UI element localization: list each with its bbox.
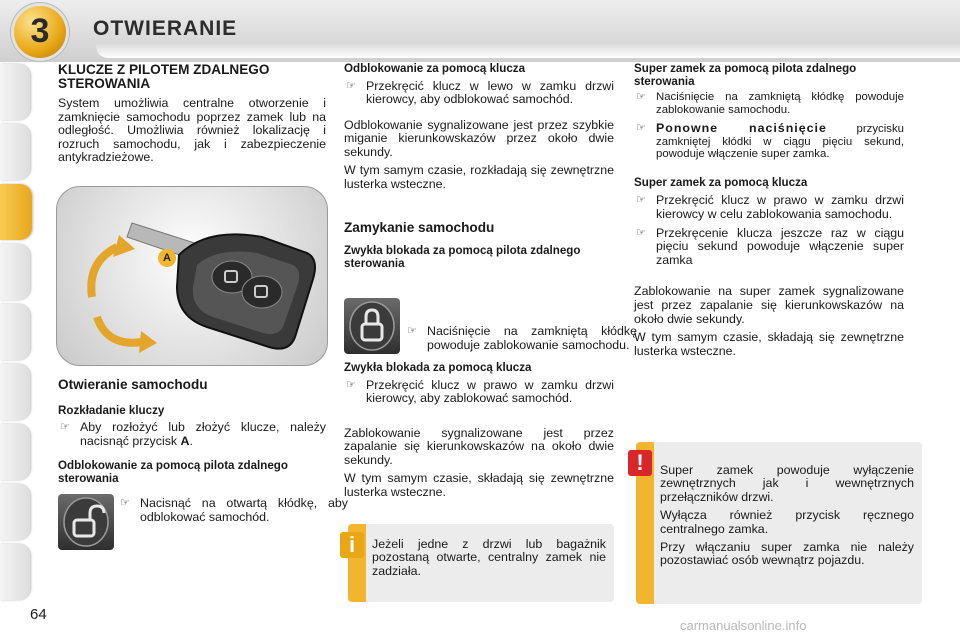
info-icon: i <box>340 532 364 558</box>
lock-signal-text: Zablokowanie sygnalizowane jest przez zapalanie się kierunkowskazów na około dwie sekundy. <box>344 425 614 467</box>
super-key-text-1: Przekręcić klucz w prawo w zamku drzwi kierowcy w celu zablokowania samochodu. <box>656 193 904 222</box>
bullet-icon: ☞ <box>636 226 646 239</box>
info-note-text: Jeżeli jedne z drzwi lub bagażnik pozostaną otwarte, centralny zamek nie zadziała. <box>372 537 606 578</box>
page-title: OTWIERANIE <box>93 17 238 40</box>
bullet-icon: ☞ <box>636 122 646 135</box>
bullet-icon: ☞ <box>636 91 646 103</box>
left-column <box>58 63 326 165</box>
chapter-tab-9[interactable] <box>0 544 30 600</box>
chapter-tab-5[interactable] <box>0 304 30 360</box>
super-remote-item-1 <box>634 91 904 116</box>
warning-note-text-2: Wyłącza również przycisk ręcznego centralnego zamka. <box>660 508 914 536</box>
super-remote-text-2: przycisku zamkniętej kłódki w ciągu pięciu sekund, powoduje włączenie super zamka. <box>656 123 905 161</box>
simple-remote-lock-item <box>405 325 637 352</box>
key-unlock-text: Przekręcić klucz w lewo w zamku drzwi kierowcy, aby odblokować samochód. <box>366 78 614 107</box>
bullet-icon: ☞ <box>120 497 130 509</box>
info-note <box>348 524 614 602</box>
open-padlock-icon <box>58 494 114 550</box>
bullet-icon: ☞ <box>636 194 646 207</box>
super-remote-text-1: Naciśnięcie na zamkniętą kłódkę powoduje zablokowanie samochodu. <box>656 91 904 116</box>
heading-key-unlock: Odblokowanie za pomocą klucza <box>344 62 526 75</box>
warning-icon: ! <box>628 450 652 476</box>
heading-super-key: Super zamek za pomocą klucza <box>634 175 808 189</box>
super-mirrors-text: W tym samym czasie, składają się zewnętrzne lusterka wsteczne. <box>634 330 904 358</box>
warning-note <box>636 442 922 604</box>
intro-paragraph: System umożliwia centralne otworzenie i zamknięcie samochodu poprzez zamek lub na odległość. Umożliwia również lokalizację i rozruch samochodu, jak i zabezpieczenie antykradzieżowe. <box>58 96 326 165</box>
closed-padlock-button-photo <box>344 298 400 354</box>
super-remote-text-2-bold: Ponowne naciśnięcie <box>656 121 827 136</box>
watermark: carmanualsonline.info <box>680 618 807 633</box>
unlock-signal-text: Odblokowanie sygnalizowane jest przez szybkie miganie kierunkowskazów przez około dwie sekundy. <box>344 117 614 159</box>
heading-simple-key-lock: Zwykła blokada za pomocą klucza <box>344 361 532 374</box>
header-underline <box>96 44 960 58</box>
heading-simple-remote-lock: Zwykła blokada za pomocą pilota zdalnego sterowania <box>344 244 581 270</box>
super-signal-text: Zablokowanie na super zamek sygnalizowane jest przez zapalanie się kierunkowskazów na około dwie sekundy. <box>634 284 904 326</box>
heading-open-car: Otwieranie samochodu <box>58 377 208 392</box>
closed-padlock-icon <box>344 298 400 354</box>
super-key-item-1 <box>634 194 904 221</box>
key-button-a-label: A <box>158 249 176 267</box>
chapter-badge <box>14 6 66 58</box>
chapter-tab-3-active[interactable] <box>0 184 32 240</box>
super-remote-item-2 <box>634 122 904 161</box>
simple-key-lock-item <box>344 379 614 406</box>
middle-column <box>344 63 614 270</box>
bullet-icon: ☞ <box>346 79 356 92</box>
key-fob-illustration <box>57 187 327 365</box>
simple-remote-lock-text: Naciśnięcie na zamkniętą kłódkę powoduje zablokowanie samochodu. <box>427 324 637 352</box>
remote-unlock-item <box>118 497 348 524</box>
left-column-lower <box>58 378 326 485</box>
open-padlock-button-photo <box>58 494 114 550</box>
bullet-icon: ☞ <box>407 325 417 338</box>
chapter-tab-1[interactable] <box>0 64 30 120</box>
fold-keys-item <box>58 421 326 448</box>
chapter-tab-7[interactable] <box>0 424 30 480</box>
chapter-tab-4[interactable] <box>0 244 30 300</box>
fold-keys-end: . <box>189 433 193 448</box>
chapter-tab-6[interactable] <box>0 364 30 420</box>
heading-super-remote: Super zamek za pomocą pilota zdalnego sterowania <box>634 62 857 88</box>
section-title-keys: KLUCZE Z PILOTEM ZDALNEGO STEROWANIA <box>58 62 270 91</box>
chapter-number: 3 <box>30 12 50 50</box>
warning-note-body <box>654 442 922 604</box>
super-key-text-2: Przekręcenie klucza jeszcze raz w ciągu pięciu sekund powoduje włączenie super zamka <box>656 225 904 267</box>
chapter-tab-8[interactable] <box>0 484 30 540</box>
fold-key-letter: A <box>180 433 190 448</box>
warning-note-text-3: Przy włączaniu super zamka nie należy pozostawiać osób wewnątrz pojazdu. <box>660 540 914 568</box>
remote-unlock-text: Nacisnąć na otwartą kłódkę, aby odblokować samochód. <box>140 496 348 524</box>
bullet-icon: ☞ <box>346 378 356 391</box>
lock-mirrors-text: W tym samym czasie, składają się zewnętrzne lusterka wsteczne. <box>344 471 614 500</box>
fold-keys-text: Aby rozłożyć lub złożyć klucze, należy nacisnąć przycisk <box>80 420 326 448</box>
heading-close-car: Zamykanie samochodu <box>344 219 495 235</box>
warning-note-text-1: Super zamek powoduje wyłączenie zewnętrznych jak i wewnętrznych przełączników drzwi. <box>660 463 914 504</box>
super-key-item-2 <box>634 227 904 268</box>
key-unlock-item <box>344 80 614 107</box>
simple-key-lock-text: Przekręcić klucz w prawo w zamku drzwi kierowcy, aby zablokować samochód. <box>366 377 614 406</box>
bullet-icon: ☞ <box>60 421 70 434</box>
unlock-mirrors-text: W tym samym czasie, rozkładają się zewnętrzne lusterka wsteczne. <box>344 163 614 192</box>
heading-fold-keys: Rozkładanie kluczy <box>58 403 165 417</box>
key-fob-photo <box>56 186 328 366</box>
right-column <box>634 63 904 358</box>
page-number: 64 <box>30 606 47 623</box>
middle-column-lower <box>344 362 614 500</box>
chapter-tab-2[interactable] <box>0 124 30 180</box>
heading-remote-unlock: Odblokowanie za pomocą pilota zdalnego sterowania <box>58 459 288 485</box>
